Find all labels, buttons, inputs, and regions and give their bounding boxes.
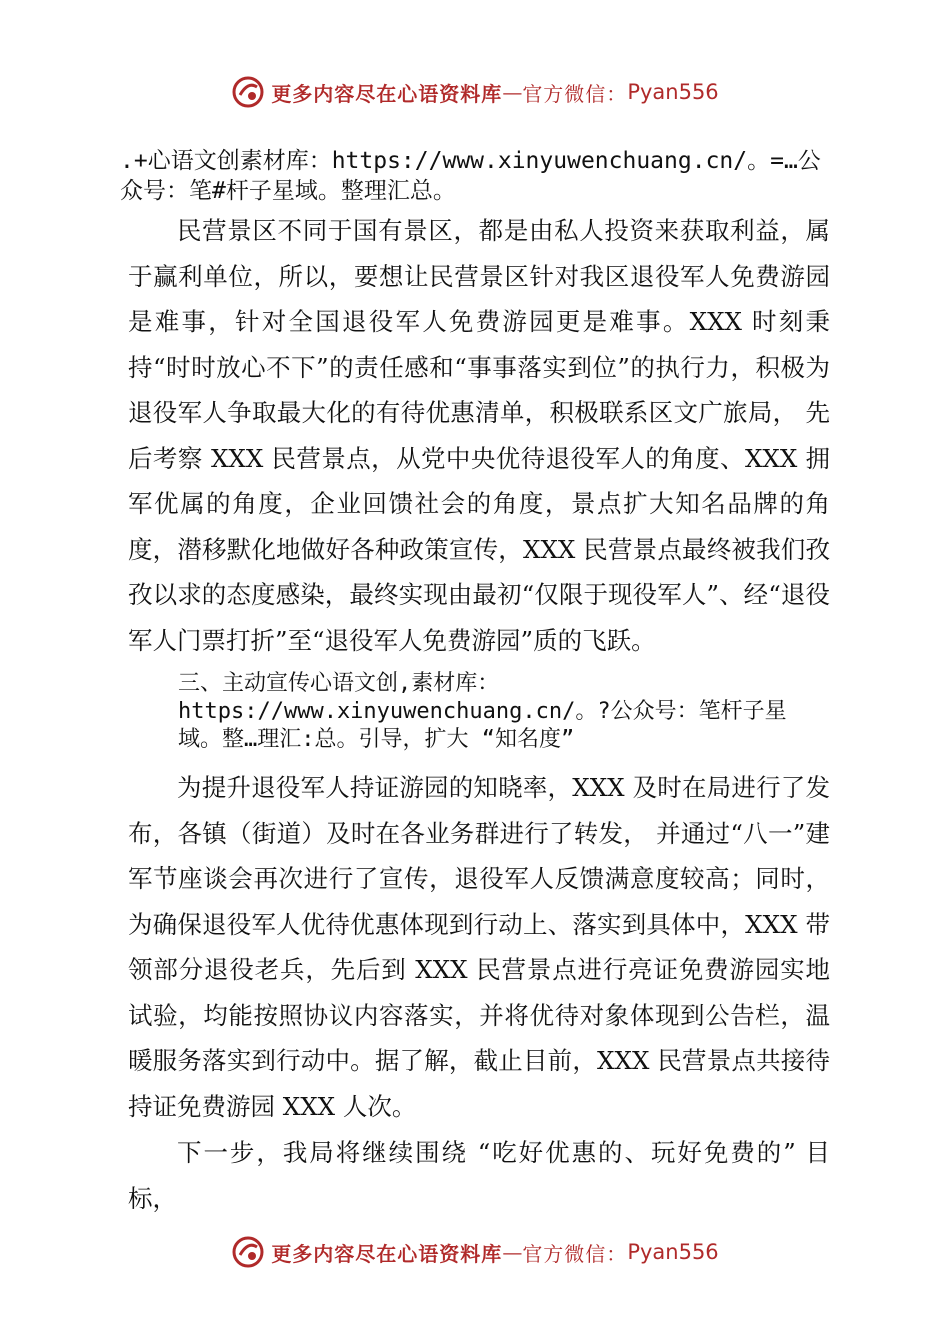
banner-dash: — — [502, 80, 523, 104]
banner-handle: Pyan556 — [627, 80, 719, 104]
banner-contact: 官方微信： — [522, 81, 628, 106]
section-heading-3: 三、主动宣传心语文创,素材库：https://www.xinyuwenchuang.cn/。?公众号：笔杆子星域。整…理汇:总。引导，扩大 “知名度” — [178, 671, 787, 752]
intro-line: .+心语文创素材库：https://www.xinyuwenchuang.cn/。=…公众号：笔#杆子星域。整理汇总。 — [120, 148, 821, 204]
header-banner — [0, 72, 950, 112]
paragraph-1: 民营景区不同于国有景区，都是由私人投资来获取利益，属于赢利单位，所以，要想让民营景区针对我区退役军人免费游园是难事，针对全国退役军人免费游园更是难事。XXX 时刻秉持“时时放心不下”的责任感和“事事落实到位”的执行力，积极为退役军人争取最大化的有待优惠清单，积极联系区文广旅局， 先后考察 XXX 民营景点，从党中央优待退役军人的角度、XXX 拥军优属的角度，企业回馈社会的角度，景点扩大知名品牌的角度，潜移默化地做好各种政策宣传，XXX 民营景点最终被我们孜孜以求的态度感染，最终实现由最初“仅限于现役军人”、经“退役军人门票打折”至“退役军人免费游园”质的飞跃。 — [128, 216, 830, 655]
logo-icon — [231, 75, 265, 109]
footer-banner — [0, 1232, 950, 1272]
paragraph-3: 下一步，我局将继续围绕 “吃好优惠的、玩好免费的” 目标， — [128, 1138, 830, 1213]
banner-brand: 更多内容尽在心语资料库 — [271, 81, 503, 106]
paragraph-2: 为提升退役军人持证游园的知晓率，XXX 及时在局进行了发布，各镇（街道）及时在各业务群进行了转发， 并通过“八一”建军节座谈会再次进行了宣传，退役军人反馈满意度较高；同时，为确保退役军人优待优惠体现到行动上、落实到具体中，XXX 带领部分退役老兵，先后到 XXX 民营景点进行亮证免费游园实地试验，均能按照协议内容落实，并将优待对象体现到公告栏，温暖服务落实到行动中。据了解，截止目前，XXX 民营景点共接待持证免费游园 XXX 人次。 — [128, 773, 830, 1121]
banner-brand: 更多内容尽在心语资料库 — [271, 1241, 503, 1266]
logo-icon — [231, 1235, 265, 1269]
banner-contact: 官方微信： — [522, 1241, 628, 1266]
banner-handle: Pyan556 — [627, 1240, 719, 1264]
banner-dash: — — [502, 1240, 523, 1264]
